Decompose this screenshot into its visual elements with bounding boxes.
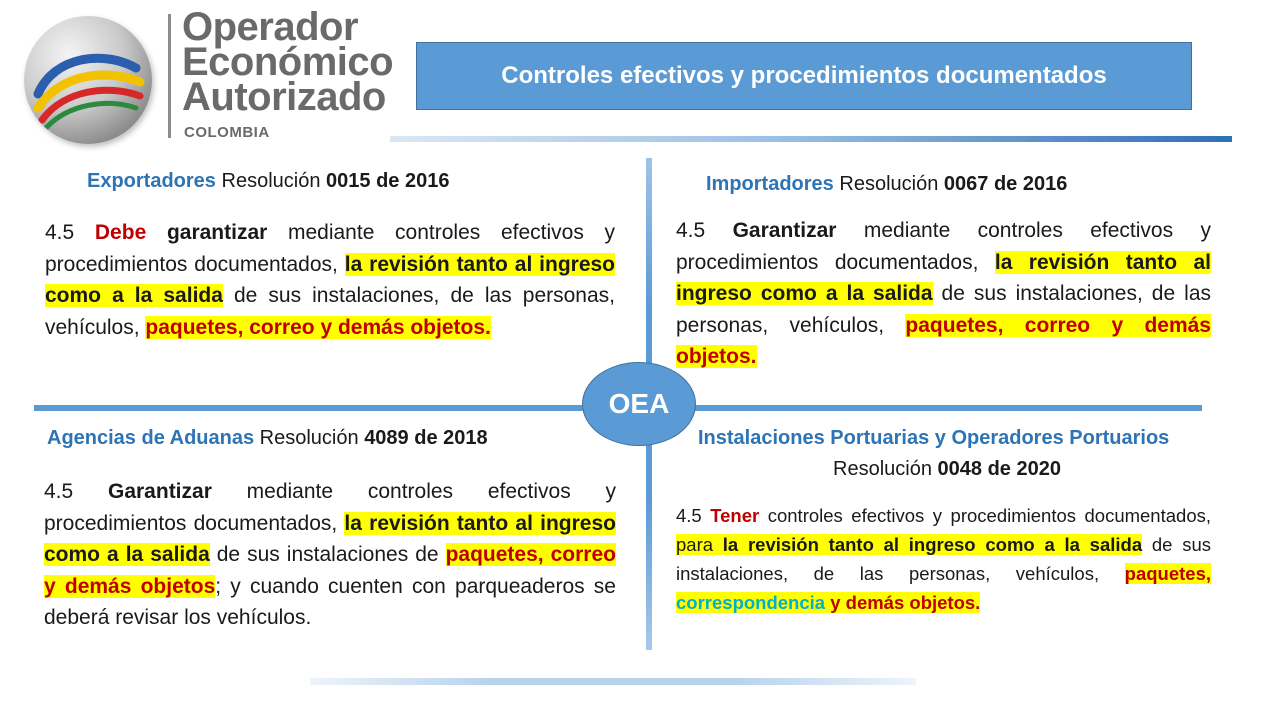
q4-text-2: de sus instalaciones, de las personas, vehículos,: [676, 534, 1211, 584]
q1-highlight-revision: la revisión tanto al ingreso como a la salida: [45, 252, 616, 307]
q3-res-num: 4089 de 2018: [364, 427, 488, 449]
q3-paragraph: [44, 476, 616, 634]
q4-res-num: 0048 de 2020: [937, 458, 1061, 480]
q4-header-line-1: [698, 427, 1169, 450]
q2-res-word: Resolución: [839, 173, 939, 195]
q4-highlight-revision: la revisión tanto al ingreso como a la salida: [722, 534, 1143, 555]
q2-text-1: mediante controles efectivos y procedimientos documentados,: [676, 219, 1211, 274]
q1-num: 4.5: [45, 221, 75, 244]
oea-logo-emblem: [24, 16, 152, 144]
q3-text-2: de sus instalaciones de: [209, 543, 446, 566]
oea-center-badge: OEA: [582, 362, 696, 446]
q3-res-word: Resolución: [259, 427, 359, 449]
logo-line-3: Autorizado: [182, 75, 386, 119]
q3-highlight-objetos: paquetes, correo y demás objetos: [44, 543, 616, 598]
q4-highlight-objetos: y demás objetos.: [830, 592, 981, 613]
q4-num: 4.5: [676, 505, 702, 526]
q2-text-2: de sus instalaciones, de las personas, vehículos,: [676, 282, 1212, 337]
q1-highlight-objetos: paquetes, correo y demás objetos.: [145, 315, 491, 339]
q2-paragraph: [676, 215, 1211, 373]
q3-num: 4.5: [44, 480, 74, 503]
q2-res-num: 0067 de 2016: [943, 173, 1068, 195]
q2-garantizar: Garantizar: [732, 219, 837, 242]
logo-country: COLOMBIA: [184, 124, 270, 141]
q1-paragraph: [45, 217, 615, 343]
q4-highlight-paquetes: paquetes,: [1124, 563, 1211, 584]
q2-highlight-objetos: paquetes, correo y demás objetos.: [676, 313, 1211, 368]
q4-res-word: Resolución: [833, 458, 932, 480]
q3-text-3: ; y cuando cuenten con parqueaderos se deberá revisar los vehículos.: [44, 574, 616, 629]
title-underline: [390, 136, 1232, 142]
q1-res-num: 0015 de 2016: [326, 170, 450, 192]
q3-garantizar: Garantizar: [108, 480, 212, 503]
logo-divider: [168, 14, 171, 138]
q2-header: [706, 173, 1067, 196]
logo-line-2: Económico: [182, 40, 394, 84]
bottom-divider: [310, 678, 916, 685]
logo-line-1: Operador: [182, 5, 359, 49]
logo-swoosh-icon: [24, 16, 152, 144]
q1-res-word: Resolución: [221, 170, 321, 192]
q2-highlight-revision: la revisión tanto al ingreso como a la salida: [676, 250, 1212, 305]
q4-header-line-2: [833, 458, 1061, 481]
q1-category: Exportadores: [87, 170, 216, 192]
q1-garantizar: garantizar: [166, 221, 268, 244]
q2-category: Importadores: [706, 173, 834, 195]
q1-text-2: de sus instalaciones, de las personas, vehículos,: [45, 284, 615, 339]
q4-highlight-para: para: [676, 534, 723, 555]
title-banner: [416, 42, 1192, 110]
q3-highlight-revision: la revisión tanto al ingreso como a la salida: [44, 511, 616, 566]
q4-text-1: controles efectivos y procedimientos documentados,: [759, 505, 1211, 526]
q1-header: [87, 170, 449, 193]
q3-text-1: mediante controles efectivos y procedimientos documentados,: [44, 480, 616, 535]
logo-wordmark: [182, 5, 394, 119]
q3-category: Agencias de Aduanas: [47, 427, 255, 449]
q4-tener: Tener: [710, 505, 760, 526]
q4-paragraph: [676, 501, 1211, 617]
q2-num: 4.5: [676, 219, 706, 242]
q4-highlight-correspondencia: correspondencia: [676, 592, 826, 613]
q4-category: Instalaciones Portuarias y Operadores Portuarios: [698, 427, 1170, 449]
q1-text-1: mediante controles efectivos y procedimientos documentados,: [45, 221, 615, 276]
q3-header: [47, 427, 488, 450]
q1-debe: Debe: [94, 221, 147, 244]
page-title: Controles efectivos y procedimientos documentados: [501, 62, 1107, 89]
